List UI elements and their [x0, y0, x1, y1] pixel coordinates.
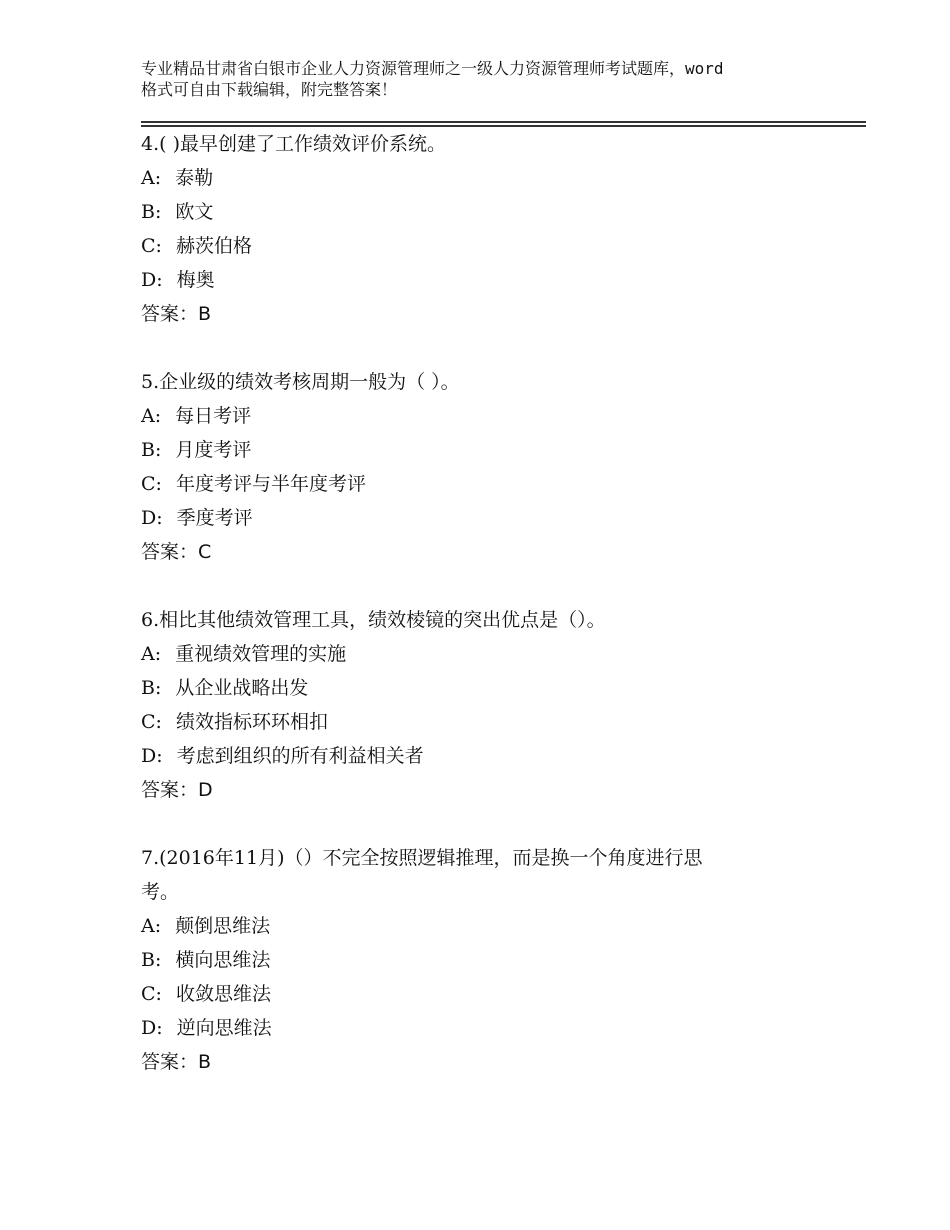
option-text: 颠倒思维法 [175, 915, 271, 937]
option-letter: B: [141, 201, 162, 223]
answer-line: 答案：D [141, 779, 213, 801]
question-stem-line: 6.相比其他绩效管理工具，绩效棱镜的突出优点是（）。 [141, 609, 606, 631]
option-text: 收敛思维法 [175, 983, 271, 1005]
option-letter: D: [141, 745, 163, 767]
answer-line: 答案：B [141, 303, 212, 325]
option-text: 季度考评 [176, 507, 253, 529]
option-b [141, 195, 821, 229]
option-a [141, 161, 821, 195]
question-item [141, 127, 821, 331]
question-stem [141, 127, 821, 161]
option-letter: D: [141, 1017, 163, 1039]
option-d [141, 739, 821, 773]
option-text: 重视绩效管理的实施 [175, 643, 347, 665]
option-letter: A: [141, 405, 162, 427]
option-letter: D: [141, 269, 163, 291]
question-stem [141, 365, 821, 399]
option-text: 梅奥 [176, 269, 215, 291]
option-d [141, 263, 821, 297]
option-text: 月度考评 [175, 439, 252, 461]
option-c [141, 467, 821, 501]
option-d [141, 1011, 821, 1045]
question-stem-line: 7.(2016年11月)（）不完全按照逻辑推理，而是换一个角度进行思 [141, 847, 703, 869]
option-letter: C: [141, 235, 162, 257]
question-item [141, 603, 821, 807]
question-stem [141, 603, 821, 637]
question-stem [141, 841, 821, 909]
question-list [141, 127, 821, 1079]
option-letter: B: [141, 439, 162, 461]
option-d [141, 501, 821, 535]
option-c [141, 705, 821, 739]
option-text: 欧文 [175, 201, 214, 223]
option-text: 考虑到组织的所有利益相关者 [176, 745, 424, 767]
option-a [141, 637, 821, 671]
option-b [141, 433, 821, 467]
option-text: 年度考评与半年度考评 [175, 473, 366, 495]
option-letter: C: [141, 711, 162, 733]
document-header [141, 58, 831, 100]
header-line-2: 格式可自由下载编辑，附完整答案！ [141, 80, 398, 99]
option-letter: C: [141, 473, 162, 495]
answer-line: 答案：B [141, 1051, 212, 1073]
option-c [141, 229, 821, 263]
header-line-1: 专业精品甘肃省白银市企业人力资源管理师之一级人力资源管理师考试题库，word [141, 59, 724, 78]
option-letter: C: [141, 983, 162, 1005]
option-a [141, 909, 821, 943]
option-letter: B: [141, 949, 162, 971]
question-item [141, 365, 821, 569]
option-letter: A: [141, 643, 162, 665]
option-b [141, 671, 821, 705]
option-text: 绩效指标环环相扣 [175, 711, 328, 733]
option-c [141, 977, 821, 1011]
option-text: 每日考评 [175, 405, 252, 427]
header-divider-top [141, 121, 866, 123]
answer-line: 答案：C [141, 541, 212, 563]
option-b [141, 943, 821, 977]
option-text: 横向思维法 [175, 949, 271, 971]
option-letter: D: [141, 507, 163, 529]
option-a [141, 399, 821, 433]
option-text: 赫茨伯格 [175, 235, 252, 257]
option-text: 泰勒 [175, 167, 214, 189]
question-stem-line: 5.企业级的绩效考核周期一般为（ ）。 [141, 371, 460, 393]
option-text: 逆向思维法 [176, 1017, 272, 1039]
question-stem-line: 考。 [141, 881, 180, 903]
option-letter: A: [141, 167, 162, 189]
option-text: 从企业战略出发 [175, 677, 309, 699]
option-letter: A: [141, 915, 162, 937]
option-letter: B: [141, 677, 162, 699]
question-item [141, 841, 821, 1079]
question-stem-line: 4.( )最早创建了工作绩效评价系统。 [141, 133, 446, 155]
